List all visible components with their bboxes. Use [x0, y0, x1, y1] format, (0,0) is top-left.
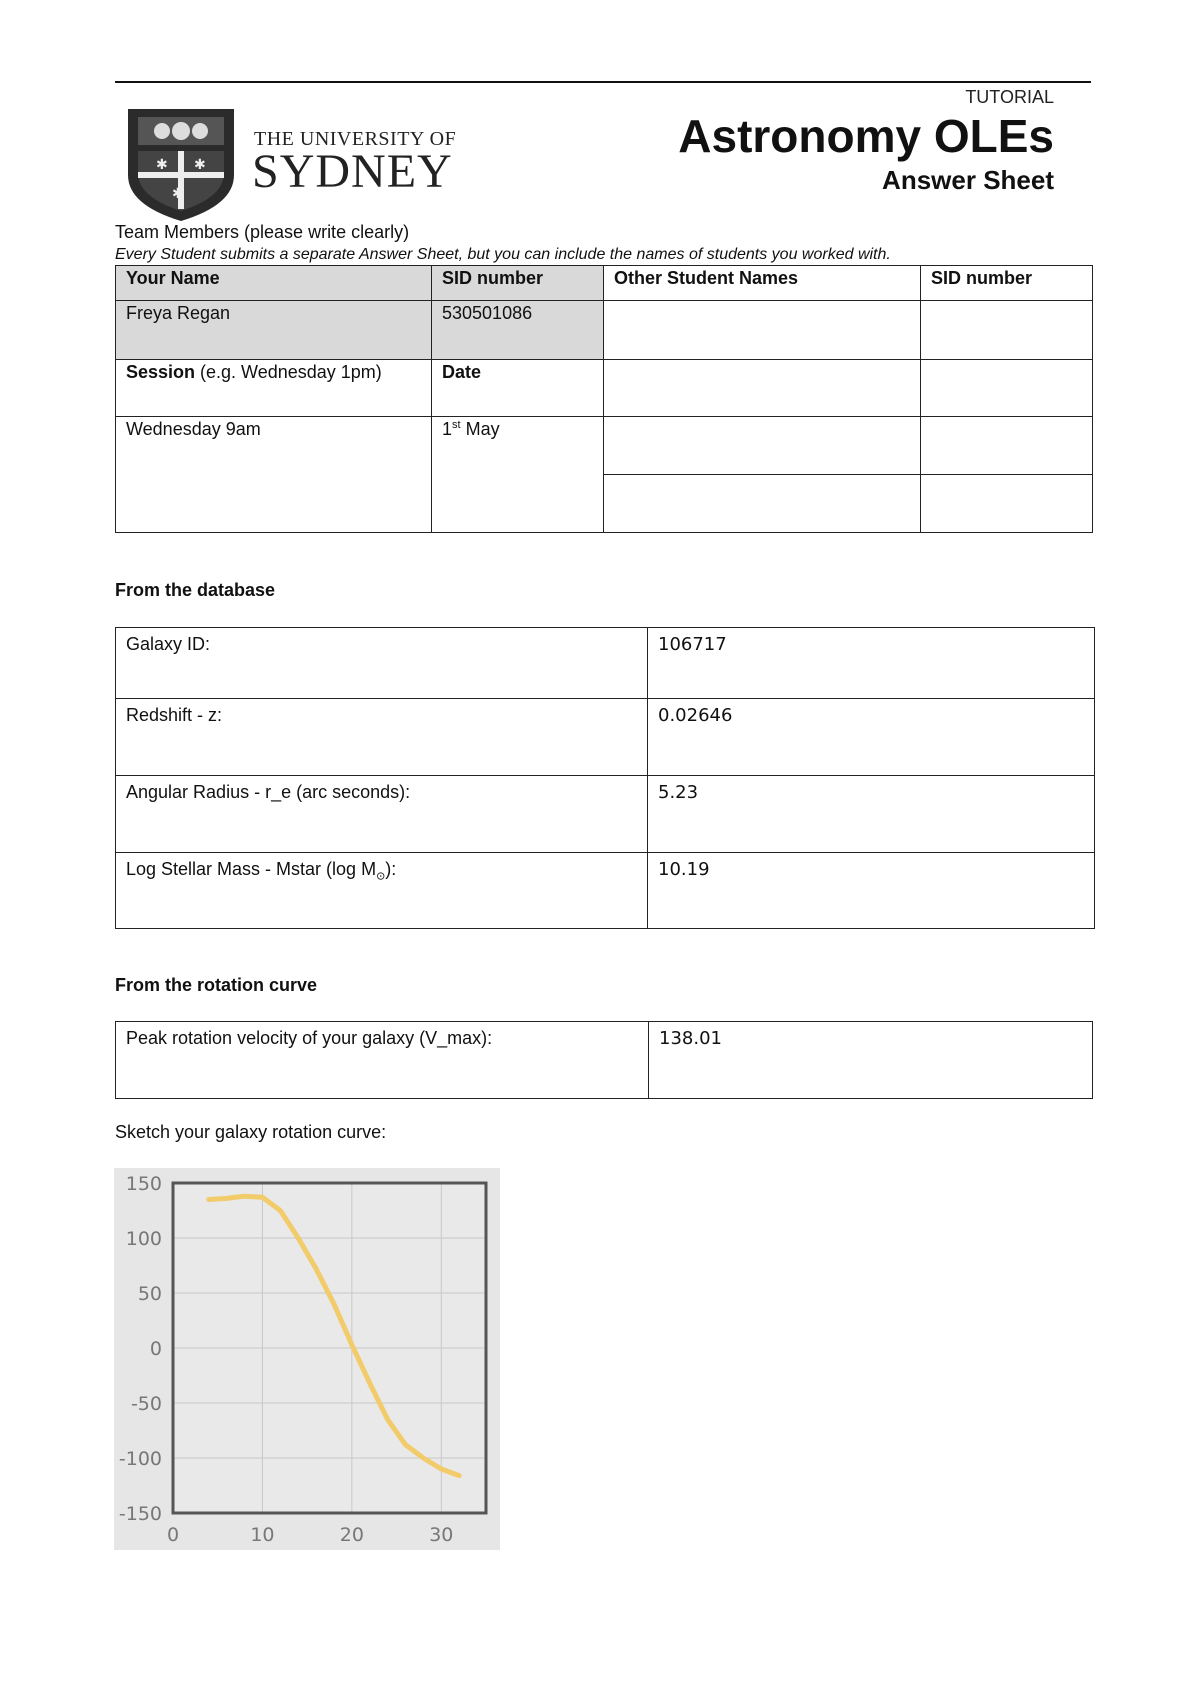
x-tick-label: 10 — [250, 1524, 275, 1546]
rotation-curve-point — [404, 1443, 408, 1447]
rotation-curve-point — [439, 1467, 443, 1471]
rotation-curve-point — [207, 1198, 211, 1202]
other-name-field[interactable] — [604, 301, 921, 359]
rotation-curve-point — [260, 1195, 264, 1199]
sid-field[interactable]: 530501086 — [432, 301, 604, 359]
database-table — [115, 627, 1095, 929]
session-label-bold: Session — [126, 361, 196, 382]
other-sid-field[interactable] — [921, 417, 1093, 474]
other-sid-field[interactable] — [921, 359, 1093, 416]
rotation-heading: From the rotation curve — [115, 975, 318, 995]
rotation-curve-point — [332, 1302, 336, 1306]
solar-mass-symbol: ⊙ — [376, 870, 386, 883]
team-members-label: Team Members (please write clearly) — [115, 222, 410, 242]
team-members-note: Every Student submits a separate Answer Sheet, but you can include the names of students you worked with. — [115, 246, 891, 263]
rotation-curve-point — [386, 1418, 390, 1422]
other-sid-field[interactable] — [921, 474, 1093, 532]
page-subtitle: Answer Sheet — [882, 165, 1054, 195]
date-day: 1 — [442, 419, 453, 440]
stellar-mass-field[interactable]: 10.19 — [648, 853, 1095, 929]
rotation-curve-point — [457, 1474, 461, 1478]
rotation-curve-point — [350, 1343, 354, 1347]
top-rule — [115, 81, 1091, 83]
x-tick-label: 30 — [429, 1524, 454, 1546]
your-name-field[interactable]: Freya Regan — [116, 301, 432, 359]
angular-radius-label: Angular Radius - r_e (arc seconds): — [116, 776, 648, 853]
rotation-curve-point — [243, 1194, 247, 1198]
date-field[interactable] — [432, 417, 604, 533]
sketch-label: Sketch your galaxy rotation curve: — [115, 1122, 387, 1142]
stellar-mass-label-end: ): — [385, 859, 397, 879]
rotation-curve-point — [368, 1381, 372, 1385]
redshift-field[interactable]: 0.02646 — [648, 699, 1095, 776]
rotation-curve-point — [314, 1267, 318, 1271]
y-tick-label: -50 — [130, 1393, 162, 1415]
rotation-curve-point — [225, 1196, 229, 1200]
y-tick-label: 150 — [125, 1173, 162, 1195]
rotation-table — [115, 1021, 1093, 1099]
university-name-line1: THE UNIVERSITY OF — [254, 128, 457, 150]
svg-text:✱: ✱ — [172, 186, 184, 202]
session-label — [116, 359, 432, 416]
header-other-names: Other Student Names — [604, 266, 921, 301]
y-tick-label: -150 — [118, 1503, 162, 1525]
stellar-mass-label-text: Log Stellar Mass - Mstar (log M — [126, 859, 377, 879]
header-your-name: Your Name — [116, 266, 432, 301]
rotation-curve-point — [296, 1236, 300, 1240]
stellar-mass-label — [116, 853, 648, 929]
angular-radius-field[interactable]: 5.23 — [648, 776, 1095, 853]
session-field[interactable]: Wednesday 9am — [116, 417, 432, 533]
galaxy-id-label: Galaxy ID: — [116, 628, 648, 699]
date-suffix: st — [452, 419, 461, 432]
team-table — [115, 265, 1093, 533]
session-hint: (e.g. Wednesday 1pm) — [195, 361, 382, 382]
vmax-label: Peak rotation velocity of your galaxy (V_max): — [116, 1022, 649, 1099]
tutorial-label: TUTORIAL — [965, 87, 1054, 107]
svg-text:✱: ✱ — [156, 157, 168, 173]
other-name-field[interactable] — [604, 359, 921, 416]
other-sid-field[interactable] — [921, 301, 1093, 359]
redshift-label: Redshift - z: — [116, 699, 648, 776]
y-tick-label: 0 — [149, 1338, 162, 1360]
header-other-sid: SID number — [921, 266, 1093, 301]
galaxy-id-field[interactable]: 106717 — [648, 628, 1095, 699]
database-heading: From the database — [115, 580, 276, 600]
rotation-curve-point — [278, 1209, 282, 1213]
y-tick-label: 100 — [125, 1228, 162, 1250]
y-tick-label: 50 — [137, 1283, 162, 1305]
svg-text:✱: ✱ — [194, 157, 206, 173]
rotation-curve-point — [421, 1456, 425, 1460]
page-title: Astronomy OLEs — [678, 110, 1054, 162]
other-name-field[interactable] — [604, 474, 921, 532]
vmax-field[interactable]: 138.01 — [649, 1022, 1093, 1099]
header-sid: SID number — [432, 266, 604, 301]
y-tick-label: -100 — [118, 1448, 162, 1470]
rotation-curve-chart — [114, 1168, 500, 1550]
date-month: May — [460, 419, 500, 440]
other-name-field[interactable] — [604, 417, 921, 474]
university-name-line2: SYDNEY — [252, 145, 453, 198]
x-tick-label: 20 — [339, 1524, 364, 1546]
x-tick-label: 0 — [166, 1524, 180, 1546]
date-label: Date — [432, 359, 604, 416]
